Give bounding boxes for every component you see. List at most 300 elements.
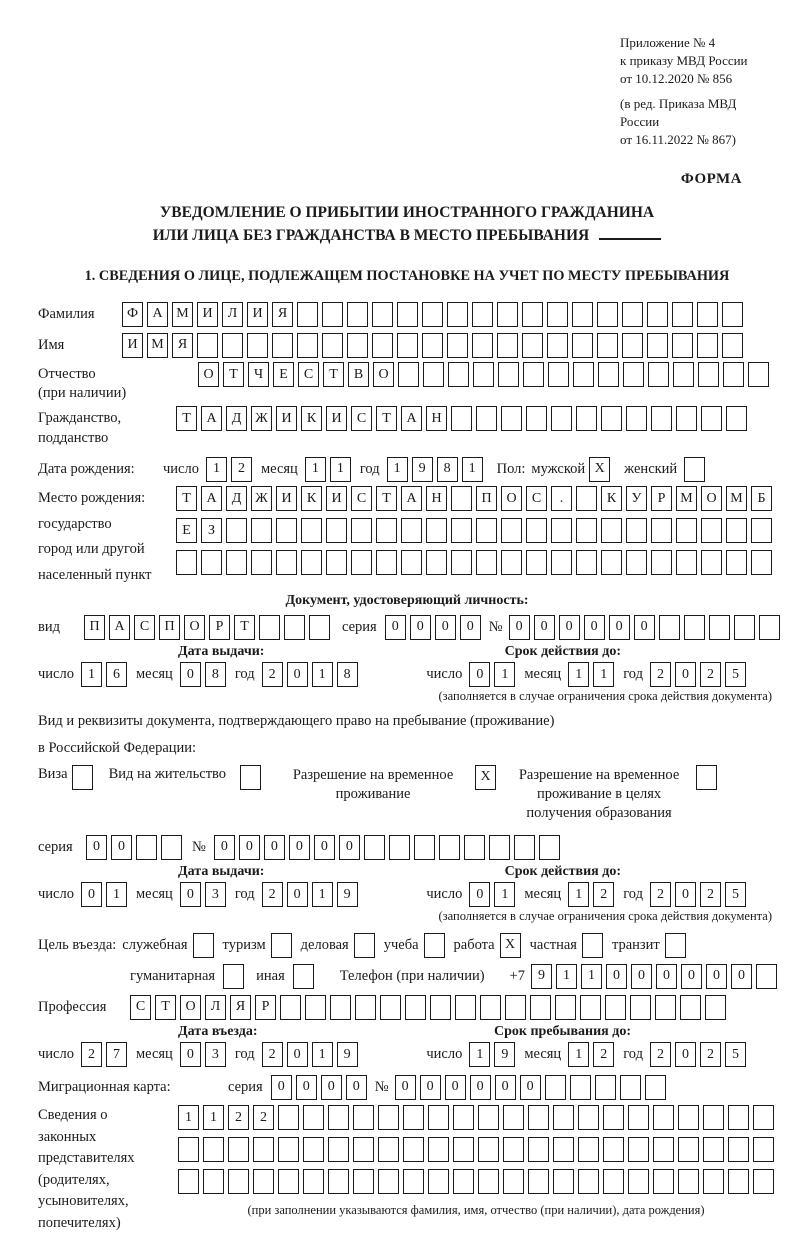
purpose-tourism-checkbox[interactable]	[271, 933, 292, 958]
char-cell[interactable]: 2	[650, 882, 671, 907]
char-cell[interactable]	[697, 333, 718, 358]
char-cell[interactable]: О	[701, 486, 722, 511]
char-cell[interactable]	[453, 1169, 474, 1194]
char-cell[interactable]	[326, 518, 347, 543]
char-cell[interactable]: Р	[651, 486, 672, 511]
char-cell[interactable]	[489, 835, 510, 860]
char-cell[interactable]	[539, 835, 560, 860]
char-cell[interactable]: А	[109, 615, 130, 640]
char-cell[interactable]	[226, 518, 247, 543]
char-cell[interactable]: И	[276, 486, 297, 511]
char-cell[interactable]: Т	[234, 615, 255, 640]
char-cell[interactable]	[676, 550, 697, 575]
char-cell[interactable]	[259, 615, 280, 640]
char-cell[interactable]: 0	[296, 1075, 317, 1100]
identity-number-cells[interactable]	[509, 615, 780, 640]
char-cell[interactable]	[651, 406, 672, 431]
char-cell[interactable]: П	[84, 615, 105, 640]
representatives-cells-row3[interactable]	[178, 1169, 774, 1194]
identity-expiry-day-cells[interactable]	[469, 662, 515, 687]
char-cell[interactable]	[703, 1137, 724, 1162]
char-cell[interactable]: А	[201, 406, 222, 431]
char-cell[interactable]	[601, 518, 622, 543]
char-cell[interactable]	[551, 406, 572, 431]
char-cell[interactable]: 0	[681, 964, 702, 989]
char-cell[interactable]	[439, 835, 460, 860]
char-cell[interactable]: 1	[494, 662, 515, 687]
char-cell[interactable]	[428, 1105, 449, 1130]
char-cell[interactable]	[548, 362, 569, 387]
char-cell[interactable]: 0	[271, 1075, 292, 1100]
char-cell[interactable]: 0	[509, 615, 530, 640]
char-cell[interactable]: 0	[609, 615, 630, 640]
char-cell[interactable]: Р	[255, 995, 276, 1020]
char-cell[interactable]: 0	[675, 662, 696, 687]
birth-place-cells-row2[interactable]	[176, 518, 772, 543]
char-cell[interactable]: 1	[203, 1105, 224, 1130]
char-cell[interactable]: 1	[568, 662, 589, 687]
char-cell[interactable]	[576, 486, 597, 511]
char-cell[interactable]: 1	[178, 1105, 199, 1130]
char-cell[interactable]: А	[201, 486, 222, 511]
char-cell[interactable]	[672, 302, 693, 327]
firstname-cells[interactable]	[122, 333, 743, 358]
char-cell[interactable]: 2	[231, 457, 252, 482]
char-cell[interactable]	[503, 1105, 524, 1130]
char-cell[interactable]: К	[301, 486, 322, 511]
char-cell[interactable]	[501, 550, 522, 575]
char-cell[interactable]: 8	[437, 457, 458, 482]
char-cell[interactable]: 0	[410, 615, 431, 640]
char-cell[interactable]: 8	[205, 662, 226, 687]
char-cell[interactable]	[528, 1105, 549, 1130]
char-cell[interactable]: 1	[581, 964, 602, 989]
char-cell[interactable]: С	[351, 406, 372, 431]
char-cell[interactable]: 1	[593, 662, 614, 687]
char-cell[interactable]: 0	[395, 1075, 416, 1100]
char-cell[interactable]	[703, 1105, 724, 1130]
char-cell[interactable]	[378, 1137, 399, 1162]
char-cell[interactable]: 5	[725, 882, 746, 907]
char-cell[interactable]	[451, 518, 472, 543]
char-cell[interactable]: 0	[180, 662, 201, 687]
char-cell[interactable]: 0	[287, 882, 308, 907]
char-cell[interactable]	[278, 1105, 299, 1130]
char-cell[interactable]: Б	[751, 486, 772, 511]
char-cell[interactable]: 0	[559, 615, 580, 640]
char-cell[interactable]: М	[172, 302, 193, 327]
char-cell[interactable]: 1	[494, 882, 515, 907]
char-cell[interactable]	[353, 1169, 374, 1194]
char-cell[interactable]	[726, 406, 747, 431]
char-cell[interactable]	[672, 333, 693, 358]
char-cell[interactable]	[526, 550, 547, 575]
char-cell[interactable]: 1	[387, 457, 408, 482]
char-cell[interactable]	[751, 518, 772, 543]
char-cell[interactable]: Т	[376, 486, 397, 511]
char-cell[interactable]	[278, 1169, 299, 1194]
stay-day-cells[interactable]	[469, 1042, 515, 1067]
char-cell[interactable]	[276, 550, 297, 575]
char-cell[interactable]	[598, 362, 619, 387]
char-cell[interactable]	[523, 362, 544, 387]
char-cell[interactable]: 2	[262, 882, 283, 907]
char-cell[interactable]	[451, 406, 472, 431]
char-cell[interactable]	[547, 302, 568, 327]
char-cell[interactable]: Ч	[248, 362, 269, 387]
char-cell[interactable]	[351, 550, 372, 575]
purpose-private-checkbox[interactable]	[582, 933, 603, 958]
char-cell[interactable]	[570, 1075, 591, 1100]
char-cell[interactable]	[322, 302, 343, 327]
char-cell[interactable]	[605, 995, 626, 1020]
char-cell[interactable]	[447, 302, 468, 327]
residence-expiry-year-cells[interactable]	[650, 882, 746, 907]
char-cell[interactable]	[347, 333, 368, 358]
char-cell[interactable]	[751, 550, 772, 575]
char-cell[interactable]	[578, 1105, 599, 1130]
char-cell[interactable]	[603, 1137, 624, 1162]
entry-day-cells[interactable]	[81, 1042, 127, 1067]
char-cell[interactable]: Ж	[251, 406, 272, 431]
char-cell[interactable]	[651, 518, 672, 543]
char-cell[interactable]: 0	[445, 1075, 466, 1100]
char-cell[interactable]	[526, 518, 547, 543]
char-cell[interactable]	[709, 615, 730, 640]
char-cell[interactable]	[630, 995, 651, 1020]
char-cell[interactable]	[723, 362, 744, 387]
char-cell[interactable]	[328, 1169, 349, 1194]
char-cell[interactable]	[428, 1137, 449, 1162]
char-cell[interactable]: Т	[176, 486, 197, 511]
char-cell[interactable]: Е	[273, 362, 294, 387]
purpose-study-checkbox[interactable]	[424, 933, 445, 958]
char-cell[interactable]: 1	[305, 457, 326, 482]
char-cell[interactable]	[372, 302, 393, 327]
char-cell[interactable]	[753, 1169, 774, 1194]
char-cell[interactable]	[197, 333, 218, 358]
char-cell[interactable]	[501, 406, 522, 431]
char-cell[interactable]	[203, 1169, 224, 1194]
char-cell[interactable]: 9	[531, 964, 552, 989]
char-cell[interactable]	[380, 995, 401, 1020]
char-cell[interactable]	[222, 333, 243, 358]
char-cell[interactable]	[701, 406, 722, 431]
char-cell[interactable]: 1	[312, 1042, 333, 1067]
char-cell[interactable]	[284, 615, 305, 640]
char-cell[interactable]	[303, 1169, 324, 1194]
char-cell[interactable]	[476, 406, 497, 431]
purpose-official-checkbox[interactable]	[193, 933, 214, 958]
char-cell[interactable]	[378, 1169, 399, 1194]
char-cell[interactable]	[753, 1137, 774, 1162]
char-cell[interactable]	[403, 1137, 424, 1162]
char-cell[interactable]: 0	[339, 835, 360, 860]
char-cell[interactable]: Л	[205, 995, 226, 1020]
char-cell[interactable]: 2	[262, 662, 283, 687]
char-cell[interactable]	[478, 1137, 499, 1162]
char-cell[interactable]	[309, 615, 330, 640]
char-cell[interactable]	[653, 1137, 674, 1162]
char-cell[interactable]	[703, 1169, 724, 1194]
char-cell[interactable]: 0	[435, 615, 456, 640]
char-cell[interactable]: 0	[264, 835, 285, 860]
residence-number-cells[interactable]	[214, 835, 560, 860]
char-cell[interactable]	[355, 995, 376, 1020]
residence-issue-day-cells[interactable]	[81, 882, 127, 907]
char-cell[interactable]	[353, 1137, 374, 1162]
char-cell[interactable]: С	[130, 995, 151, 1020]
visa-checkbox[interactable]	[72, 765, 93, 790]
char-cell[interactable]	[476, 550, 497, 575]
char-cell[interactable]: 7	[106, 1042, 127, 1067]
char-cell[interactable]: 0	[675, 1042, 696, 1067]
char-cell[interactable]: Т	[323, 362, 344, 387]
temp-residence-education-checkbox[interactable]	[696, 765, 717, 790]
char-cell[interactable]: 3	[205, 1042, 226, 1067]
char-cell[interactable]	[551, 550, 572, 575]
char-cell[interactable]: 0	[631, 964, 652, 989]
char-cell[interactable]	[580, 995, 601, 1020]
char-cell[interactable]	[503, 1169, 524, 1194]
sex-female-checkbox[interactable]	[684, 457, 705, 482]
char-cell[interactable]: 0	[470, 1075, 491, 1100]
char-cell[interactable]: 9	[412, 457, 433, 482]
char-cell[interactable]	[530, 995, 551, 1020]
char-cell[interactable]	[648, 362, 669, 387]
char-cell[interactable]: О	[184, 615, 205, 640]
char-cell[interactable]	[322, 333, 343, 358]
char-cell[interactable]: 5	[725, 1042, 746, 1067]
migration-number-cells[interactable]	[395, 1075, 666, 1100]
char-cell[interactable]	[178, 1169, 199, 1194]
char-cell[interactable]	[653, 1169, 674, 1194]
char-cell[interactable]: 1	[81, 662, 102, 687]
char-cell[interactable]	[473, 362, 494, 387]
char-cell[interactable]: И	[276, 406, 297, 431]
char-cell[interactable]: С	[298, 362, 319, 387]
char-cell[interactable]	[364, 835, 385, 860]
char-cell[interactable]: 0	[385, 615, 406, 640]
representatives-cells-row1[interactable]	[178, 1105, 774, 1130]
purpose-other-checkbox[interactable]	[293, 964, 314, 989]
char-cell[interactable]	[228, 1137, 249, 1162]
char-cell[interactable]: 3	[205, 882, 226, 907]
char-cell[interactable]	[301, 550, 322, 575]
char-cell[interactable]: А	[401, 406, 422, 431]
char-cell[interactable]: 5	[725, 662, 746, 687]
char-cell[interactable]: 0	[469, 882, 490, 907]
char-cell[interactable]	[601, 406, 622, 431]
surname-cells[interactable]	[122, 302, 743, 327]
char-cell[interactable]	[201, 550, 222, 575]
char-cell[interactable]	[678, 1169, 699, 1194]
char-cell[interactable]: 2	[650, 662, 671, 687]
char-cell[interactable]: 0	[287, 662, 308, 687]
char-cell[interactable]: 1	[469, 1042, 490, 1067]
char-cell[interactable]	[305, 995, 326, 1020]
residence-expiry-month-cells[interactable]	[568, 882, 614, 907]
char-cell[interactable]	[278, 1137, 299, 1162]
char-cell[interactable]	[405, 995, 426, 1020]
char-cell[interactable]: Ф	[122, 302, 143, 327]
char-cell[interactable]	[422, 333, 443, 358]
char-cell[interactable]	[622, 302, 643, 327]
sex-male-checkbox[interactable]: X	[589, 457, 610, 482]
representatives-cells-row2[interactable]	[178, 1137, 774, 1162]
char-cell[interactable]	[647, 333, 668, 358]
char-cell[interactable]	[328, 1105, 349, 1130]
char-cell[interactable]: Т	[176, 406, 197, 431]
char-cell[interactable]	[303, 1105, 324, 1130]
char-cell[interactable]	[426, 518, 447, 543]
identity-kind-cells[interactable]	[84, 615, 330, 640]
char-cell[interactable]: 0	[214, 835, 235, 860]
char-cell[interactable]	[297, 302, 318, 327]
char-cell[interactable]	[626, 550, 647, 575]
char-cell[interactable]: 0	[346, 1075, 367, 1100]
char-cell[interactable]: А	[401, 486, 422, 511]
char-cell[interactable]: 6	[106, 662, 127, 687]
char-cell[interactable]	[464, 835, 485, 860]
char-cell[interactable]	[734, 615, 755, 640]
char-cell[interactable]	[455, 995, 476, 1020]
char-cell[interactable]: 2	[81, 1042, 102, 1067]
char-cell[interactable]	[353, 1105, 374, 1130]
char-cell[interactable]: 9	[337, 1042, 358, 1067]
char-cell[interactable]: Ж	[251, 486, 272, 511]
char-cell[interactable]: Т	[376, 406, 397, 431]
purpose-business-checkbox[interactable]	[354, 933, 375, 958]
identity-issue-year-cells[interactable]	[262, 662, 358, 687]
char-cell[interactable]	[401, 518, 422, 543]
char-cell[interactable]	[453, 1137, 474, 1162]
char-cell[interactable]: Я	[272, 302, 293, 327]
char-cell[interactable]	[389, 835, 410, 860]
char-cell[interactable]: 0	[706, 964, 727, 989]
char-cell[interactable]	[701, 550, 722, 575]
char-cell[interactable]	[430, 995, 451, 1020]
char-cell[interactable]	[397, 302, 418, 327]
char-cell[interactable]	[576, 518, 597, 543]
char-cell[interactable]	[676, 518, 697, 543]
char-cell[interactable]	[655, 995, 676, 1020]
char-cell[interactable]	[522, 302, 543, 327]
char-cell[interactable]: 0	[180, 882, 201, 907]
char-cell[interactable]: 1	[106, 882, 127, 907]
char-cell[interactable]: 0	[731, 964, 752, 989]
char-cell[interactable]	[378, 1105, 399, 1130]
char-cell[interactable]	[576, 406, 597, 431]
char-cell[interactable]	[328, 1137, 349, 1162]
char-cell[interactable]	[528, 1169, 549, 1194]
char-cell[interactable]	[497, 333, 518, 358]
char-cell[interactable]: 0	[520, 1075, 541, 1100]
char-cell[interactable]	[651, 550, 672, 575]
birth-month-cells[interactable]	[305, 457, 351, 482]
char-cell[interactable]	[678, 1105, 699, 1130]
char-cell[interactable]	[401, 550, 422, 575]
char-cell[interactable]: М	[676, 486, 697, 511]
char-cell[interactable]	[597, 333, 618, 358]
char-cell[interactable]: Н	[426, 486, 447, 511]
char-cell[interactable]: 1	[312, 662, 333, 687]
entry-month-cells[interactable]	[180, 1042, 226, 1067]
char-cell[interactable]	[678, 1137, 699, 1162]
char-cell[interactable]: М	[726, 486, 747, 511]
char-cell[interactable]	[697, 302, 718, 327]
char-cell[interactable]: 1	[556, 964, 577, 989]
identity-expiry-year-cells[interactable]	[650, 662, 746, 687]
char-cell[interactable]	[728, 1137, 749, 1162]
char-cell[interactable]	[505, 995, 526, 1020]
char-cell[interactable]: С	[351, 486, 372, 511]
identity-issue-month-cells[interactable]	[180, 662, 226, 687]
char-cell[interactable]	[280, 995, 301, 1020]
char-cell[interactable]: 0	[321, 1075, 342, 1100]
char-cell[interactable]: .	[551, 486, 572, 511]
char-cell[interactable]	[553, 1137, 574, 1162]
char-cell[interactable]: 0	[460, 615, 481, 640]
char-cell[interactable]	[330, 995, 351, 1020]
char-cell[interactable]: Д	[226, 486, 247, 511]
char-cell[interactable]	[620, 1075, 641, 1100]
char-cell[interactable]	[628, 1169, 649, 1194]
birth-day-cells[interactable]	[206, 457, 252, 482]
char-cell[interactable]	[398, 362, 419, 387]
char-cell[interactable]: 1	[312, 882, 333, 907]
char-cell[interactable]: 0	[111, 835, 132, 860]
char-cell[interactable]	[680, 995, 701, 1020]
char-cell[interactable]	[447, 333, 468, 358]
char-cell[interactable]	[403, 1169, 424, 1194]
identity-issue-day-cells[interactable]	[81, 662, 127, 687]
char-cell[interactable]	[501, 518, 522, 543]
char-cell[interactable]	[376, 518, 397, 543]
char-cell[interactable]	[423, 362, 444, 387]
purpose-work-checkbox[interactable]: X	[500, 933, 521, 958]
char-cell[interactable]: Я	[172, 333, 193, 358]
char-cell[interactable]	[645, 1075, 666, 1100]
char-cell[interactable]	[576, 550, 597, 575]
char-cell[interactable]	[453, 1105, 474, 1130]
char-cell[interactable]	[301, 518, 322, 543]
char-cell[interactable]	[659, 615, 680, 640]
residence-issue-month-cells[interactable]	[180, 882, 226, 907]
residence-series-cells[interactable]	[86, 835, 182, 860]
patronymic-cells[interactable]	[198, 362, 769, 387]
char-cell[interactable]	[403, 1105, 424, 1130]
char-cell[interactable]: З	[201, 518, 222, 543]
char-cell[interactable]: Л	[222, 302, 243, 327]
temp-residence-checkbox[interactable]: X	[475, 765, 496, 790]
char-cell[interactable]: Т	[155, 995, 176, 1020]
char-cell[interactable]	[497, 302, 518, 327]
char-cell[interactable]	[595, 1075, 616, 1100]
char-cell[interactable]	[178, 1137, 199, 1162]
char-cell[interactable]: 1	[206, 457, 227, 482]
char-cell[interactable]	[303, 1137, 324, 1162]
char-cell[interactable]: У	[626, 486, 647, 511]
char-cell[interactable]	[578, 1169, 599, 1194]
char-cell[interactable]	[698, 362, 719, 387]
char-cell[interactable]	[176, 550, 197, 575]
char-cell[interactable]	[603, 1105, 624, 1130]
char-cell[interactable]: 2	[593, 882, 614, 907]
char-cell[interactable]	[251, 550, 272, 575]
char-cell[interactable]: 0	[634, 615, 655, 640]
char-cell[interactable]: А	[147, 302, 168, 327]
